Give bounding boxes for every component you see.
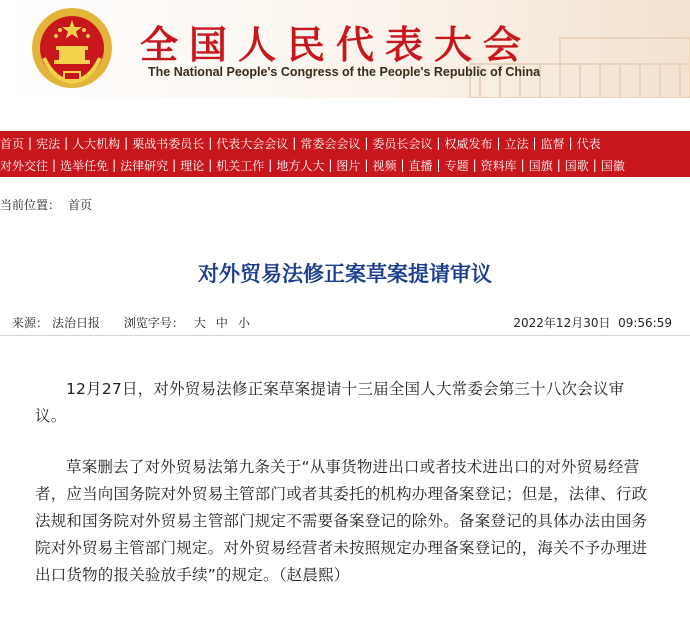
nav-separator: | (436, 136, 441, 150)
main-nav (0, 131, 690, 177)
font-size-label: 浏览字号： (123, 316, 184, 330)
nav-separator: | (124, 136, 129, 150)
breadcrumb (0, 196, 92, 213)
nav-separator: | (568, 136, 573, 150)
nav-item-chairmen-council[interactable]: 委员长会议 (372, 136, 433, 151)
nav-item-national-emblem[interactable]: 国徽 (600, 158, 625, 173)
nav-item-releases[interactable]: 权威发布 (444, 136, 493, 151)
national-emblem-icon (30, 6, 114, 90)
article-title: 对外贸易法修正案草案提请审议 (198, 262, 492, 286)
nav-item-organ-work[interactable]: 机关工作 (216, 158, 265, 173)
nav-separator: | (208, 136, 213, 150)
nav-item-national-flag[interactable]: 国旗 (528, 158, 553, 173)
article-meta (0, 311, 690, 333)
nav-separator: | (112, 158, 117, 172)
source-value: 法治日报 (52, 316, 101, 330)
nav-item-constitution[interactable]: 宪法 (36, 136, 61, 151)
nav-separator: | (64, 136, 69, 150)
nav-item-congress-sessions[interactable]: 代表大会会议 (216, 136, 289, 151)
nav-item-local-congress[interactable]: 地方人大 (276, 158, 325, 173)
nav-item-live[interactable]: 直播 (408, 158, 433, 173)
nav-item-video[interactable]: 视频 (372, 158, 397, 173)
nav-item-chairman[interactable]: 栗战书委员长 (132, 136, 205, 151)
nav-item-theory[interactable]: 理论 (180, 158, 205, 173)
nav-item-pictures[interactable]: 图片 (336, 158, 361, 173)
meta-source-and-size (12, 314, 254, 331)
nav-item-foreign-exchanges[interactable]: 对外交往 (0, 158, 49, 173)
nav-separator: | (472, 158, 477, 172)
nav-separator: | (592, 158, 597, 172)
nav-item-home[interactable]: 首页 (0, 136, 25, 151)
site-header (0, 0, 690, 98)
article-paragraph: 草案删去了对外贸易法第九条关于“从事货物进出口或者技术进出口的对外贸易经营者，应当向国务院对外贸易主管部门或者其委托的机构办理备案登记；但是，法律、行政法规和国务院对外贸易主管部门规定不需要备案登记的除外。备案登记的具体办法由国务院对外贸易主管部门规定。对外贸易经营者未按照规定办理备案登记的，海关不予办理进出口货物的报关验放手续”的规定。（赵晨熙） (35, 458, 648, 584)
nav-item-npc-organs[interactable]: 人大机构 (72, 136, 121, 151)
nav-separator: | (520, 158, 525, 172)
font-size-small-button[interactable]: 小 (237, 316, 250, 330)
source-label: 来源： (12, 316, 49, 330)
nav-row-1 (0, 133, 601, 153)
nav-item-law-research[interactable]: 法律研究 (120, 158, 169, 173)
nav-item-legislation[interactable]: 立法 (504, 136, 529, 151)
nav-row-2 (0, 155, 625, 175)
article-paragraph: 12月27日，对外贸易法修正案草案提请十三届全国人大常委会第三十八次会议审议。 (35, 380, 625, 425)
nav-item-supervision[interactable]: 监督 (540, 136, 565, 151)
breadcrumb-home-link[interactable]: 首页 (68, 198, 93, 212)
nav-item-elections[interactable]: 选举任免 (60, 158, 109, 173)
nav-item-deputies[interactable]: 代表 (576, 136, 601, 151)
site-title-cn: 全国人民代表大会 (140, 22, 533, 67)
nav-separator: | (556, 158, 561, 172)
site-title-en: The National People's Congress of the People's Republic of China (148, 65, 541, 79)
nav-item-standing-committee[interactable]: 常委会会议 (300, 136, 361, 151)
nav-separator: | (364, 158, 369, 172)
nav-separator: | (52, 158, 57, 172)
nav-separator: | (436, 158, 441, 172)
nav-item-topics[interactable]: 专题 (444, 158, 469, 173)
meta-divider (0, 335, 690, 336)
nav-separator: | (328, 158, 333, 172)
font-size-medium-button[interactable]: 中 (215, 316, 228, 330)
nav-item-database[interactable]: 资料库 (480, 158, 517, 173)
nav-separator: | (172, 158, 177, 172)
nav-separator: | (28, 136, 33, 150)
nav-separator: | (268, 158, 273, 172)
font-size-large-button[interactable]: 大 (193, 316, 206, 330)
nav-separator: | (400, 158, 405, 172)
nav-separator: | (208, 158, 213, 172)
breadcrumb-label: 当前位置： (0, 198, 61, 212)
nav-separator: | (364, 136, 369, 150)
nav-separator: | (532, 136, 537, 150)
nav-item-national-anthem[interactable]: 国歌 (564, 158, 589, 173)
nav-separator: | (292, 136, 297, 150)
nav-separator: | (496, 136, 501, 150)
publish-datetime: 2022年12月30日 09:56:59 (513, 316, 672, 330)
